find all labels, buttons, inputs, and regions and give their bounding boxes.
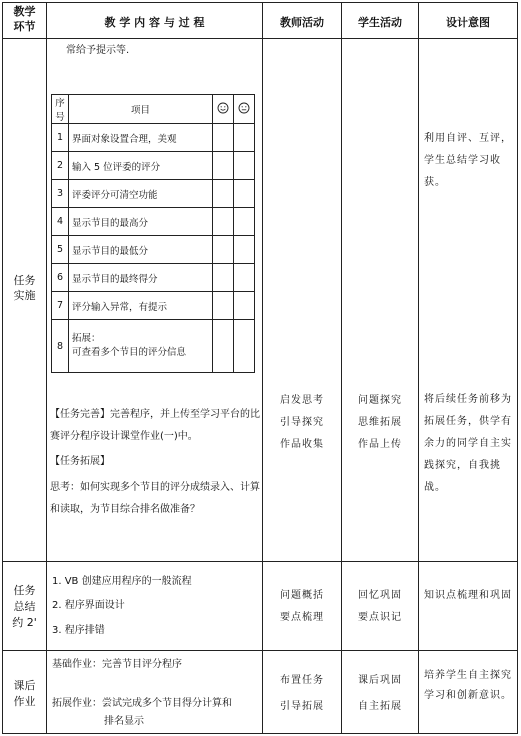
row-smile-cell (213, 124, 234, 152)
row-item: 评分输入异常，有提示 (69, 292, 213, 320)
summary-item-2: 2. 程序界面设计 (52, 600, 125, 611)
row-num: 3 (52, 180, 69, 208)
row-num: 6 (52, 264, 69, 292)
task-extend-title: 【任务拓展】 (50, 456, 110, 467)
header-stage: 教学 环节 (13, 5, 36, 33)
row-num: 8 (52, 320, 69, 373)
teacher-activity-task: 启发思考 引导探究 作品收集 (280, 395, 324, 450)
row-neutral-cell (234, 208, 255, 236)
top-note: 常给予提示等. (66, 45, 130, 56)
row-item: 输入 5 位评委的评分 (69, 152, 213, 180)
row-num: 2 (52, 152, 69, 180)
row-neutral-cell (234, 180, 255, 208)
header-teacher: 教师活动 (280, 16, 324, 29)
homework-extend-line2: 排名显示 (104, 716, 144, 727)
row-smile-cell (213, 264, 234, 292)
student-activity-task: 问题探究 思维拓展 作品上传 (358, 395, 402, 450)
teacher-activity-homework: 布置任务 引导拓展 (280, 675, 324, 712)
homework-basic: 基础作业：完善节目评分程序 (52, 659, 182, 670)
student-activity-homework: 课后巩固 自主拓展 (358, 675, 402, 712)
row-item: 显示节目的最终得分 (69, 264, 213, 292)
row-smile-cell (213, 180, 234, 208)
design-intent-extension: 将后续任务前移为拓展任务，供学有余力的同学自主实践探究，自我挑战。 (424, 394, 512, 493)
row-smile-cell (213, 292, 234, 320)
checklist-row (52, 320, 255, 373)
design-intent-summary: 知识点梳理和巩固 (424, 590, 512, 601)
design-intent-self-eval: 利用自评、互评，学生总结学习收获。 (424, 133, 512, 188)
row-num: 1 (52, 124, 69, 152)
smile-face-icon (217, 102, 229, 114)
row-num: 4 (52, 208, 69, 236)
neutral-face-icon (238, 102, 250, 114)
checklist-col-num: 序号 (52, 95, 69, 124)
checklist-row (52, 208, 255, 236)
row-smile-cell (213, 236, 234, 264)
checklist-header-row (52, 95, 255, 124)
table-border-top (2, 2, 518, 3)
header-intent: 设计意图 (446, 16, 490, 29)
checklist-table (51, 94, 255, 373)
teacher-activity-summary: 问题概括 要点梳理 (280, 590, 324, 623)
design-intent-homework: 培养学生自主探究学习和创新意识。 (424, 670, 512, 701)
summary-item-3: 3. 程序排错 (52, 625, 105, 636)
header-content: 教 学 内 容 与 过 程 (104, 16, 205, 29)
checklist-row (52, 236, 255, 264)
row-neutral-cell (234, 236, 255, 264)
row-neutral-cell (234, 292, 255, 320)
row-smile-cell (213, 208, 234, 236)
row-num: 7 (52, 292, 69, 320)
row-divider-homework (2, 650, 518, 651)
row-divider-summary (2, 561, 518, 562)
row-smile-cell (213, 152, 234, 180)
stage-summary: 任务 总结 约 2' (12, 584, 37, 629)
checklist-col-item: 项目 (69, 95, 213, 124)
checklist-row (52, 180, 255, 208)
checklist-row (52, 292, 255, 320)
stage-homework: 课后 作业 (13, 679, 36, 708)
student-activity-summary: 回忆巩固 要点识记 (358, 590, 402, 623)
row-item: 界面对象设置合理，美观 (69, 124, 213, 152)
task-perfect-paragraph: 【任务完善】完善程序，并上传至学习平台的比赛评分程序设计课堂作业(一)中。 (50, 409, 260, 442)
row-item: 拓展： 可查看多个节目的评分信息 (69, 320, 213, 373)
checklist-row (52, 152, 255, 180)
col-divider-1 (46, 2, 47, 734)
col-divider-4 (418, 2, 419, 734)
checklist-col-smile (213, 95, 234, 124)
row-neutral-cell (234, 320, 255, 373)
row-smile-cell (213, 320, 234, 373)
header-row-divider (2, 38, 518, 39)
task-extend-paragraph: 思考：如何实现多个节目的评分成绩录入、计算和读取，为节目综合排名做准备？ (50, 482, 260, 515)
row-neutral-cell (234, 264, 255, 292)
row-item: 显示节目的最低分 (69, 236, 213, 264)
table-border-right (517, 2, 518, 734)
stage-task-impl: 任务 实施 (13, 274, 36, 302)
checklist-col-neutral (234, 95, 255, 124)
checklist-row (52, 264, 255, 292)
row-item: 显示节目的最高分 (69, 208, 213, 236)
row-neutral-cell (234, 152, 255, 180)
header-student: 学生活动 (358, 16, 402, 29)
homework-extend-line1: 拓展作业：尝试完成多个节目得分计算和 (52, 698, 232, 709)
row-item: 评委评分可清空功能 (69, 180, 213, 208)
row-num: 5 (52, 236, 69, 264)
summary-item-1: 1. VB 创建应用程序的一般流程 (52, 576, 192, 587)
row-neutral-cell (234, 124, 255, 152)
checklist-row (52, 124, 255, 152)
table-border-bottom (2, 733, 518, 734)
